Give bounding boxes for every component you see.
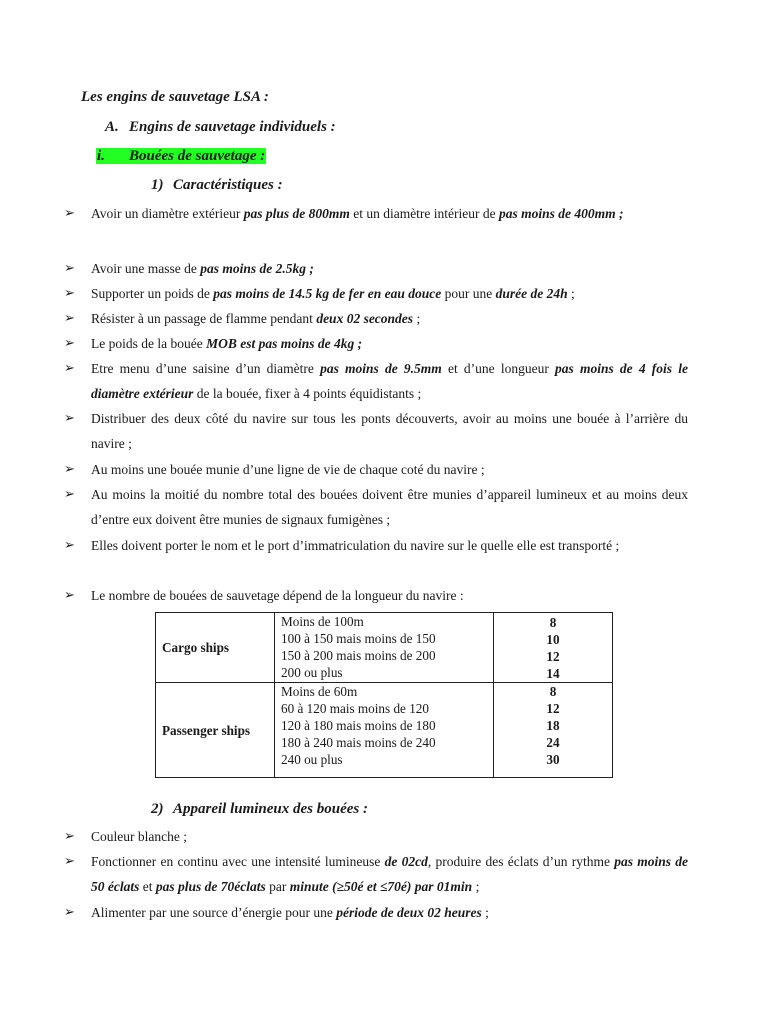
buoy-count: 8: [549, 614, 557, 630]
item-emphasis: pas moins de 9.5mm: [320, 361, 442, 376]
list-item: [64, 849, 688, 899]
list-item: [64, 306, 688, 331]
list-item: [64, 583, 688, 608]
arrow-bullet-icon: ➢: [64, 905, 75, 920]
section-1-number: 1): [151, 177, 164, 193]
item-text: ;: [472, 879, 480, 894]
arrow-bullet-icon: ➢: [64, 261, 75, 276]
item-emphasis: deux 02 secondes: [316, 311, 414, 326]
section-i-heading: [96, 147, 266, 165]
table-cell-category: Cargo ships: [156, 613, 275, 683]
buoy-count: 12: [546, 701, 560, 716]
item-emphasis: pas moins de 4 fois le diamètre extérieur: [91, 361, 688, 401]
section-1-label: Caractéristiques :: [173, 177, 283, 193]
item-text: Avoir une masse de: [91, 261, 201, 276]
length-range: 240 ou plus: [281, 752, 343, 767]
table-cell-lengths: [275, 683, 494, 778]
arrow-bullet-icon: ➢: [64, 487, 75, 502]
list-item: [64, 331, 688, 356]
buoy-count: 10: [546, 631, 560, 647]
length-range: 60 à 120 mais moins de 120: [281, 701, 429, 716]
section-a-number: A.: [105, 119, 119, 135]
section-2-heading: [151, 800, 368, 818]
arrow-bullet-icon: ➢: [64, 588, 75, 603]
item-emphasis: pas plus de 70éclats: [155, 879, 266, 894]
buoy-count: 18: [546, 718, 560, 733]
buoy-count: 14: [546, 665, 560, 681]
list-item: [64, 457, 688, 482]
buoy-count-table: [155, 612, 613, 778]
list-item: [64, 356, 688, 406]
item-emphasis: pas moins de 2.5kg ;: [200, 261, 314, 276]
item-text: Elles doivent porter le nom et le port d’immatriculation du navire sur le quelle elle est transporté ;: [91, 538, 620, 553]
table-cell-counts: [494, 683, 613, 778]
item-text: et un diamètre intérieur de: [349, 206, 500, 221]
item-text: Avoir un diamètre extérieur: [91, 206, 244, 221]
section-2-number: 2): [151, 801, 164, 817]
length-range: 180 à 240 mais moins de 240: [281, 735, 436, 750]
item-text: , produire des éclats d’un rythme: [427, 854, 615, 869]
section-i-number: i.: [97, 148, 105, 164]
item-text: Distribuer des deux côté du navire sur tous les ponts découverts, avoir au moins une bouée à l’arrière du navire ;: [91, 411, 688, 451]
arrow-bullet-icon: ➢: [64, 462, 75, 477]
item-emphasis: pas plus de 800mm: [243, 206, 350, 221]
list-item: [64, 824, 688, 849]
item-emphasis: pas moins de 50 éclats: [91, 854, 688, 894]
arrow-bullet-icon: ➢: [64, 538, 75, 553]
item-text: Au moins une bouée munie d’une ligne de vie de chaque coté du navire ;: [91, 462, 485, 477]
item-text: Fonctionner en continu avec une intensité lumineuse: [91, 854, 385, 869]
item-text: Couleur blanche ;: [91, 829, 187, 844]
section-1-heading: [151, 176, 283, 194]
length-range: Moins de 100m: [281, 614, 364, 629]
section-a-heading: [105, 118, 336, 136]
arrow-bullet-icon: ➢: [64, 286, 75, 301]
list-item: [64, 201, 688, 226]
item-text: Au moins la moitié du nombre total des bouées doivent être munies d’appareil lumineux et au moins deux d’entre eux doivent être munies de signaux fumigènes ;: [91, 487, 688, 527]
highlighted-heading: [96, 148, 266, 164]
item-text: ;: [413, 311, 421, 326]
section-2-label: Appareil lumineux des bouées :: [173, 801, 369, 817]
buoy-count: 8: [549, 684, 557, 699]
buoy-count: 30: [546, 752, 560, 767]
list-item: [64, 281, 688, 306]
item-text: Résister à un passage de flamme pendant: [91, 311, 317, 326]
page-title: Les engins de sauvetage LSA :: [81, 89, 269, 105]
arrow-bullet-icon: ➢: [64, 854, 75, 869]
table-cell-counts: [494, 613, 613, 683]
arrow-bullet-icon: ➢: [64, 206, 75, 221]
arrow-bullet-icon: ➢: [64, 829, 75, 844]
arrow-bullet-icon: ➢: [64, 411, 75, 426]
item-emphasis: MOB est pas moins de 4kg ;: [206, 336, 363, 351]
list-item: [64, 256, 688, 281]
item-text: Etre menu d’une saisine d’un diamètre: [91, 361, 321, 376]
list-item: [64, 406, 688, 456]
list-item: [64, 482, 688, 532]
length-range: 200 ou plus: [281, 665, 343, 680]
item-text: pour une: [441, 286, 496, 301]
item-text: de la bouée, fixer à 4 points équidistants ;: [193, 386, 422, 401]
list-item: [64, 900, 688, 925]
length-range: 100 à 150 mais moins de 150: [281, 631, 436, 646]
length-range: 150 à 200 mais moins de 200: [281, 648, 436, 663]
section-a-label: Engins de sauvetage individuels :: [129, 119, 336, 135]
buoy-count: 24: [546, 735, 560, 750]
item-emphasis: pas moins de 400mm ;: [499, 206, 624, 221]
item-text: ;: [481, 905, 489, 920]
table-row: [156, 613, 613, 683]
arrow-bullet-icon: ➢: [64, 336, 75, 351]
length-range: 120 à 180 mais moins de 180: [281, 718, 436, 733]
buoy-count: 12: [546, 648, 560, 664]
item-text: Le nombre de bouées de sauvetage dépend de la longueur du navire :: [91, 588, 464, 603]
arrow-bullet-icon: ➢: [64, 361, 75, 376]
length-range: Moins de 60m: [281, 684, 358, 699]
table-cell-category: Passenger ships: [156, 683, 275, 778]
item-text: et d’une longueur: [441, 361, 556, 376]
item-emphasis: pas moins de 14.5 kg de fer en eau douce: [213, 286, 442, 301]
item-emphasis: minute (≥50é et ≤70é) par 01min: [289, 879, 473, 894]
item-text: ;: [567, 286, 575, 301]
item-text: et: [139, 879, 156, 894]
item-text: Le poids de la bouée: [91, 336, 207, 351]
item-emphasis: durée de 24h: [495, 286, 568, 301]
table-cell-lengths: [275, 613, 494, 683]
item-text: Alimenter par une source d’énergie pour une: [91, 905, 337, 920]
item-emphasis: de 02cd: [384, 854, 428, 869]
arrow-bullet-icon: ➢: [64, 311, 75, 326]
table-row: [156, 683, 613, 778]
list-item: [64, 533, 688, 558]
section-i-label: Bouées de sauvetage :: [129, 148, 266, 164]
item-text: Supporter un poids de: [91, 286, 214, 301]
item-emphasis: période de deux 02 heures: [336, 905, 482, 920]
item-text: par: [265, 879, 290, 894]
